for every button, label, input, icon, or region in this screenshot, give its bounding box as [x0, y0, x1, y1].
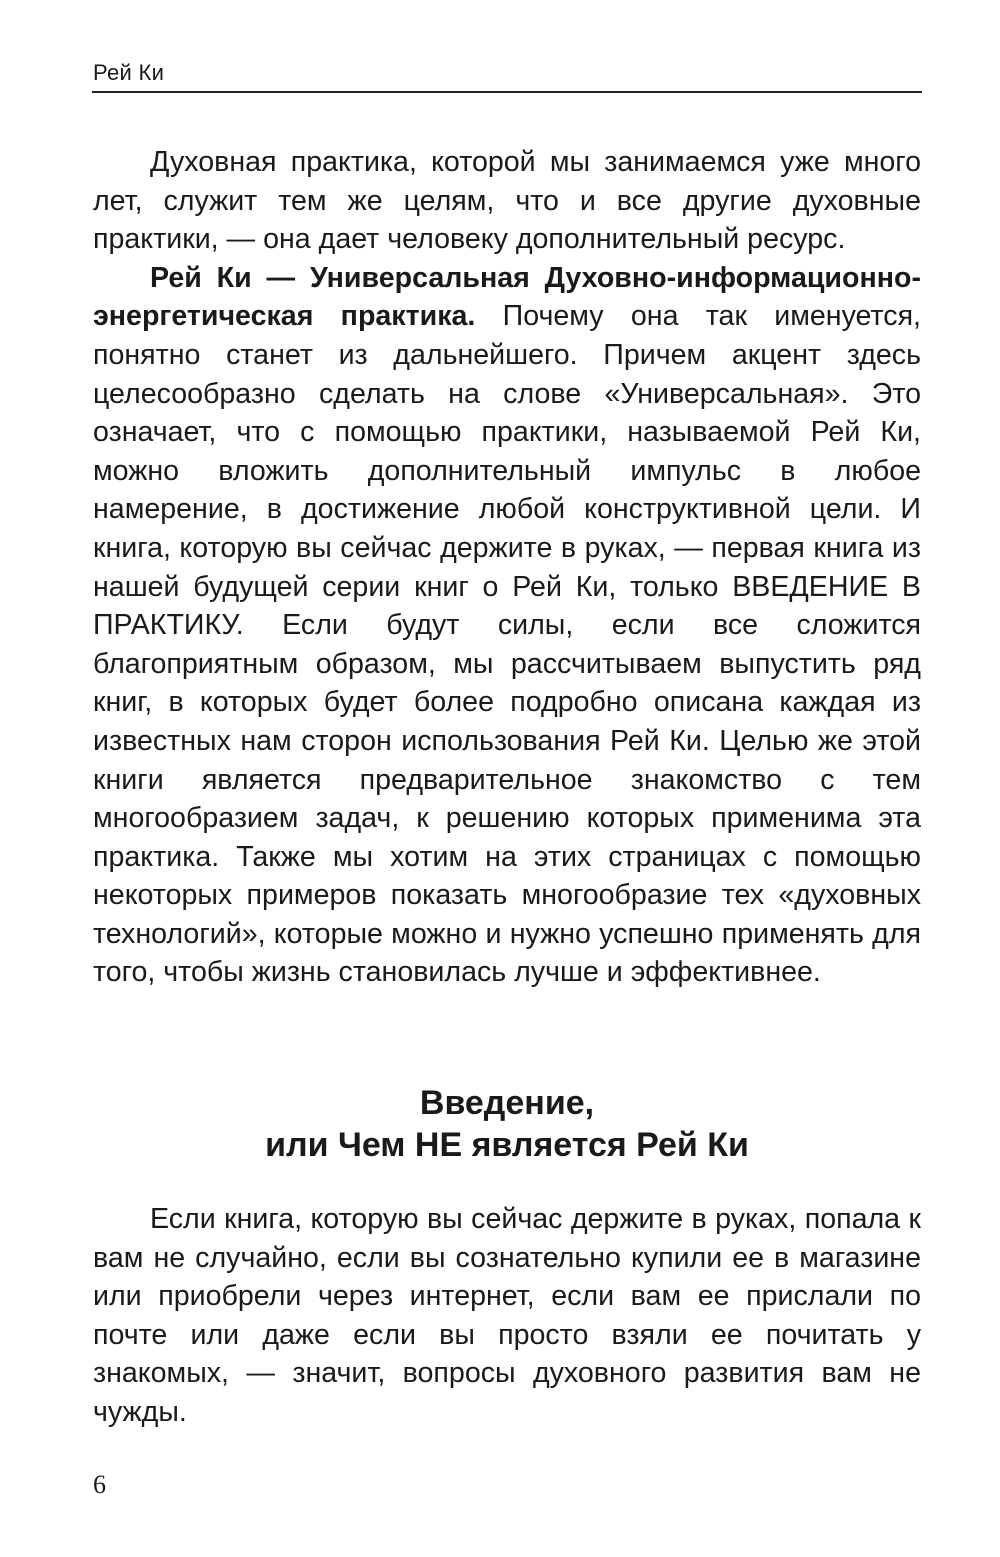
paragraph-2 — [93, 259, 921, 992]
section-heading — [93, 1082, 921, 1166]
paragraph-2-text: Почему она так именуется, понятно станет из дальнейшего. Причем акцент здесь целесообразно сделать на слове «Универсальная». Это означает, что с помощью практики, называемой Рей Ки, можно вложить дополнительный импульс в любое намерение, в достижение любой конструктивной цели. И книга, которую вы сейчас держите в руках, — первая книга из нашей будущей серии книг о Рей Ки, только ВВЕДЕНИЕ В ПРАКТИКУ. Если будут силы, если все сложится благоприятным образом, мы рассчитываем выпустить ряд книг, в которых будет более подробно описана каждая из известных нам сторон использования Рей Ки. Целью же этой книги является предварительное знакомство с тем многообразием задач, к решению которых применима эта практика. Также мы хотим на этих страницах с помощью некоторых примеров показать многообразие тех «духовных технологий», которые можно и нужно успешно применять для того, чтобы жизнь становилась лучше и эффективнее. — [93, 300, 922, 989]
page-number: 6 — [93, 1470, 106, 1499]
paragraph-2-bold-lead: Рей Ки — Универсальная Духовно-информационно-энергетическая практика. — [93, 261, 921, 333]
paragraph-1: Духовная практика, которой мы занимаемся уже много лет, служит тем же целям, что и все другие духовные практики, — она дает человеку дополнительный ресурс. — [93, 146, 921, 256]
opening-text-block — [93, 143, 921, 992]
section-text-block — [93, 1200, 921, 1432]
running-head-title: Рей Ки — [93, 60, 165, 85]
section-heading-line-2: или Чем НЕ является Рей Ки — [265, 1126, 749, 1164]
section-heading-line-1: Введение, — [419, 1084, 595, 1122]
header-rule — [92, 91, 922, 93]
section-paragraph-1: Если книга, которую вы сейчас держите в руках, попала к вам не случайно, если вы сознательно купили ее в магазине или приобрели через интернет, если вам ее прислали по почте или даже если вы просто взяли ее почитать у знакомых, — значит, вопросы духовного развития вам не чужды. — [93, 1203, 921, 1428]
